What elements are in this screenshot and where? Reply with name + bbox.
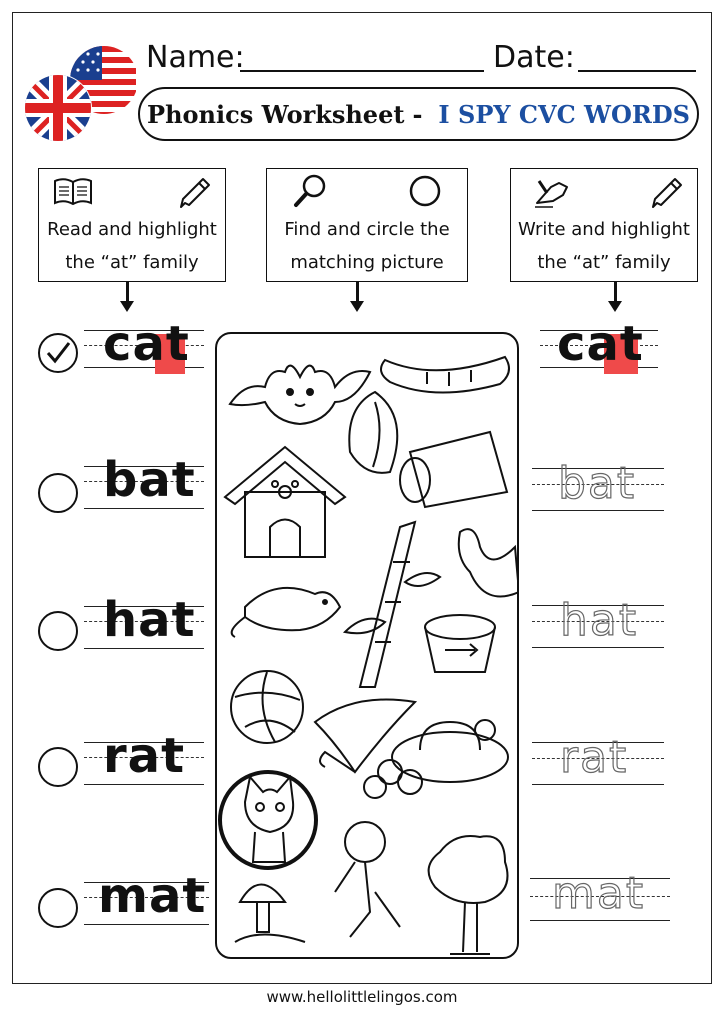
worksheet-title: [138, 87, 699, 141]
word-cat: cat: [103, 316, 190, 372]
sausage-icon[interactable]: [381, 357, 509, 393]
writing-hand-icon: [533, 173, 573, 209]
ball-icon[interactable]: [231, 671, 303, 743]
bamboo-icon[interactable]: [345, 522, 440, 687]
hat-icon[interactable]: [392, 720, 508, 782]
title-main: Phonics Worksheet: [147, 99, 405, 129]
instruction-box-read: [38, 168, 226, 282]
instruction-line2: the “at” family: [537, 252, 671, 273]
pencil-icon: [649, 173, 685, 209]
mat-roll-icon[interactable]: [400, 432, 507, 507]
cat-bowl-icon[interactable]: [425, 615, 495, 672]
word-checkbox[interactable]: [38, 473, 78, 513]
arrow-down-icon: [614, 282, 617, 302]
circle-icon: [407, 173, 443, 209]
trace-word: hat: [560, 595, 639, 646]
magnifier-icon: [293, 173, 329, 209]
flags-logo: [18, 44, 136, 154]
word-checkbox[interactable]: [38, 333, 78, 373]
word-checkbox[interactable]: [38, 747, 78, 787]
trace-word: rat: [560, 732, 629, 783]
instruction-box-write: [510, 168, 698, 282]
word-hat: hat: [103, 592, 196, 648]
almond-icon[interactable]: [349, 392, 397, 473]
arm-icon[interactable]: [459, 529, 519, 596]
word-mat: mat: [98, 868, 207, 924]
girl-balloons-icon[interactable]: [335, 760, 422, 937]
rat-icon[interactable]: [232, 588, 340, 637]
doghouse-icon[interactable]: [225, 447, 345, 557]
book-icon: [53, 175, 93, 207]
arrow-down-icon: [608, 301, 622, 312]
instruction-box-find: [266, 168, 468, 282]
arrow-down-icon: [356, 282, 359, 302]
word-rat: rat: [103, 728, 186, 784]
cat-icon[interactable]: [220, 772, 316, 868]
instruction-line1: Read and highlight: [47, 219, 217, 240]
example-first-letter: c: [557, 316, 587, 372]
trace-word: bat: [558, 458, 637, 509]
footer-url[interactable]: www.hellolittlelingos.com: [266, 988, 458, 1006]
trace-word: mat: [552, 868, 646, 919]
instruction-line1: Find and circle the: [284, 219, 450, 240]
instruction-line1: Write and highlight: [518, 219, 690, 240]
example-word: [557, 316, 644, 372]
arrow-down-icon: [350, 301, 364, 312]
arrow-down-icon: [126, 282, 129, 302]
checkmark-icon: [40, 335, 76, 371]
title-sub: I SPY CVC WORDS: [438, 99, 690, 129]
word-bat: bat: [103, 452, 196, 508]
mushroom-icon[interactable]: [235, 885, 305, 943]
umbrella-icon[interactable]: [315, 700, 415, 773]
picture-grid: [215, 332, 519, 959]
word-checkbox[interactable]: [38, 888, 78, 928]
date-field[interactable]: [578, 70, 696, 72]
name-label: Name:: [146, 40, 245, 75]
bat-icon[interactable]: [230, 366, 370, 424]
title-dash: -: [412, 99, 423, 129]
example-rest: at: [586, 316, 644, 372]
instruction-line2: matching picture: [290, 252, 444, 273]
arrow-down-icon: [120, 301, 134, 312]
instruction-line2: the “at” family: [65, 252, 199, 273]
tree-icon[interactable]: [429, 836, 508, 954]
pencil-icon: [177, 173, 213, 209]
name-field[interactable]: [240, 70, 484, 72]
word-checkbox[interactable]: [38, 611, 78, 651]
date-label: Date:: [493, 40, 575, 75]
